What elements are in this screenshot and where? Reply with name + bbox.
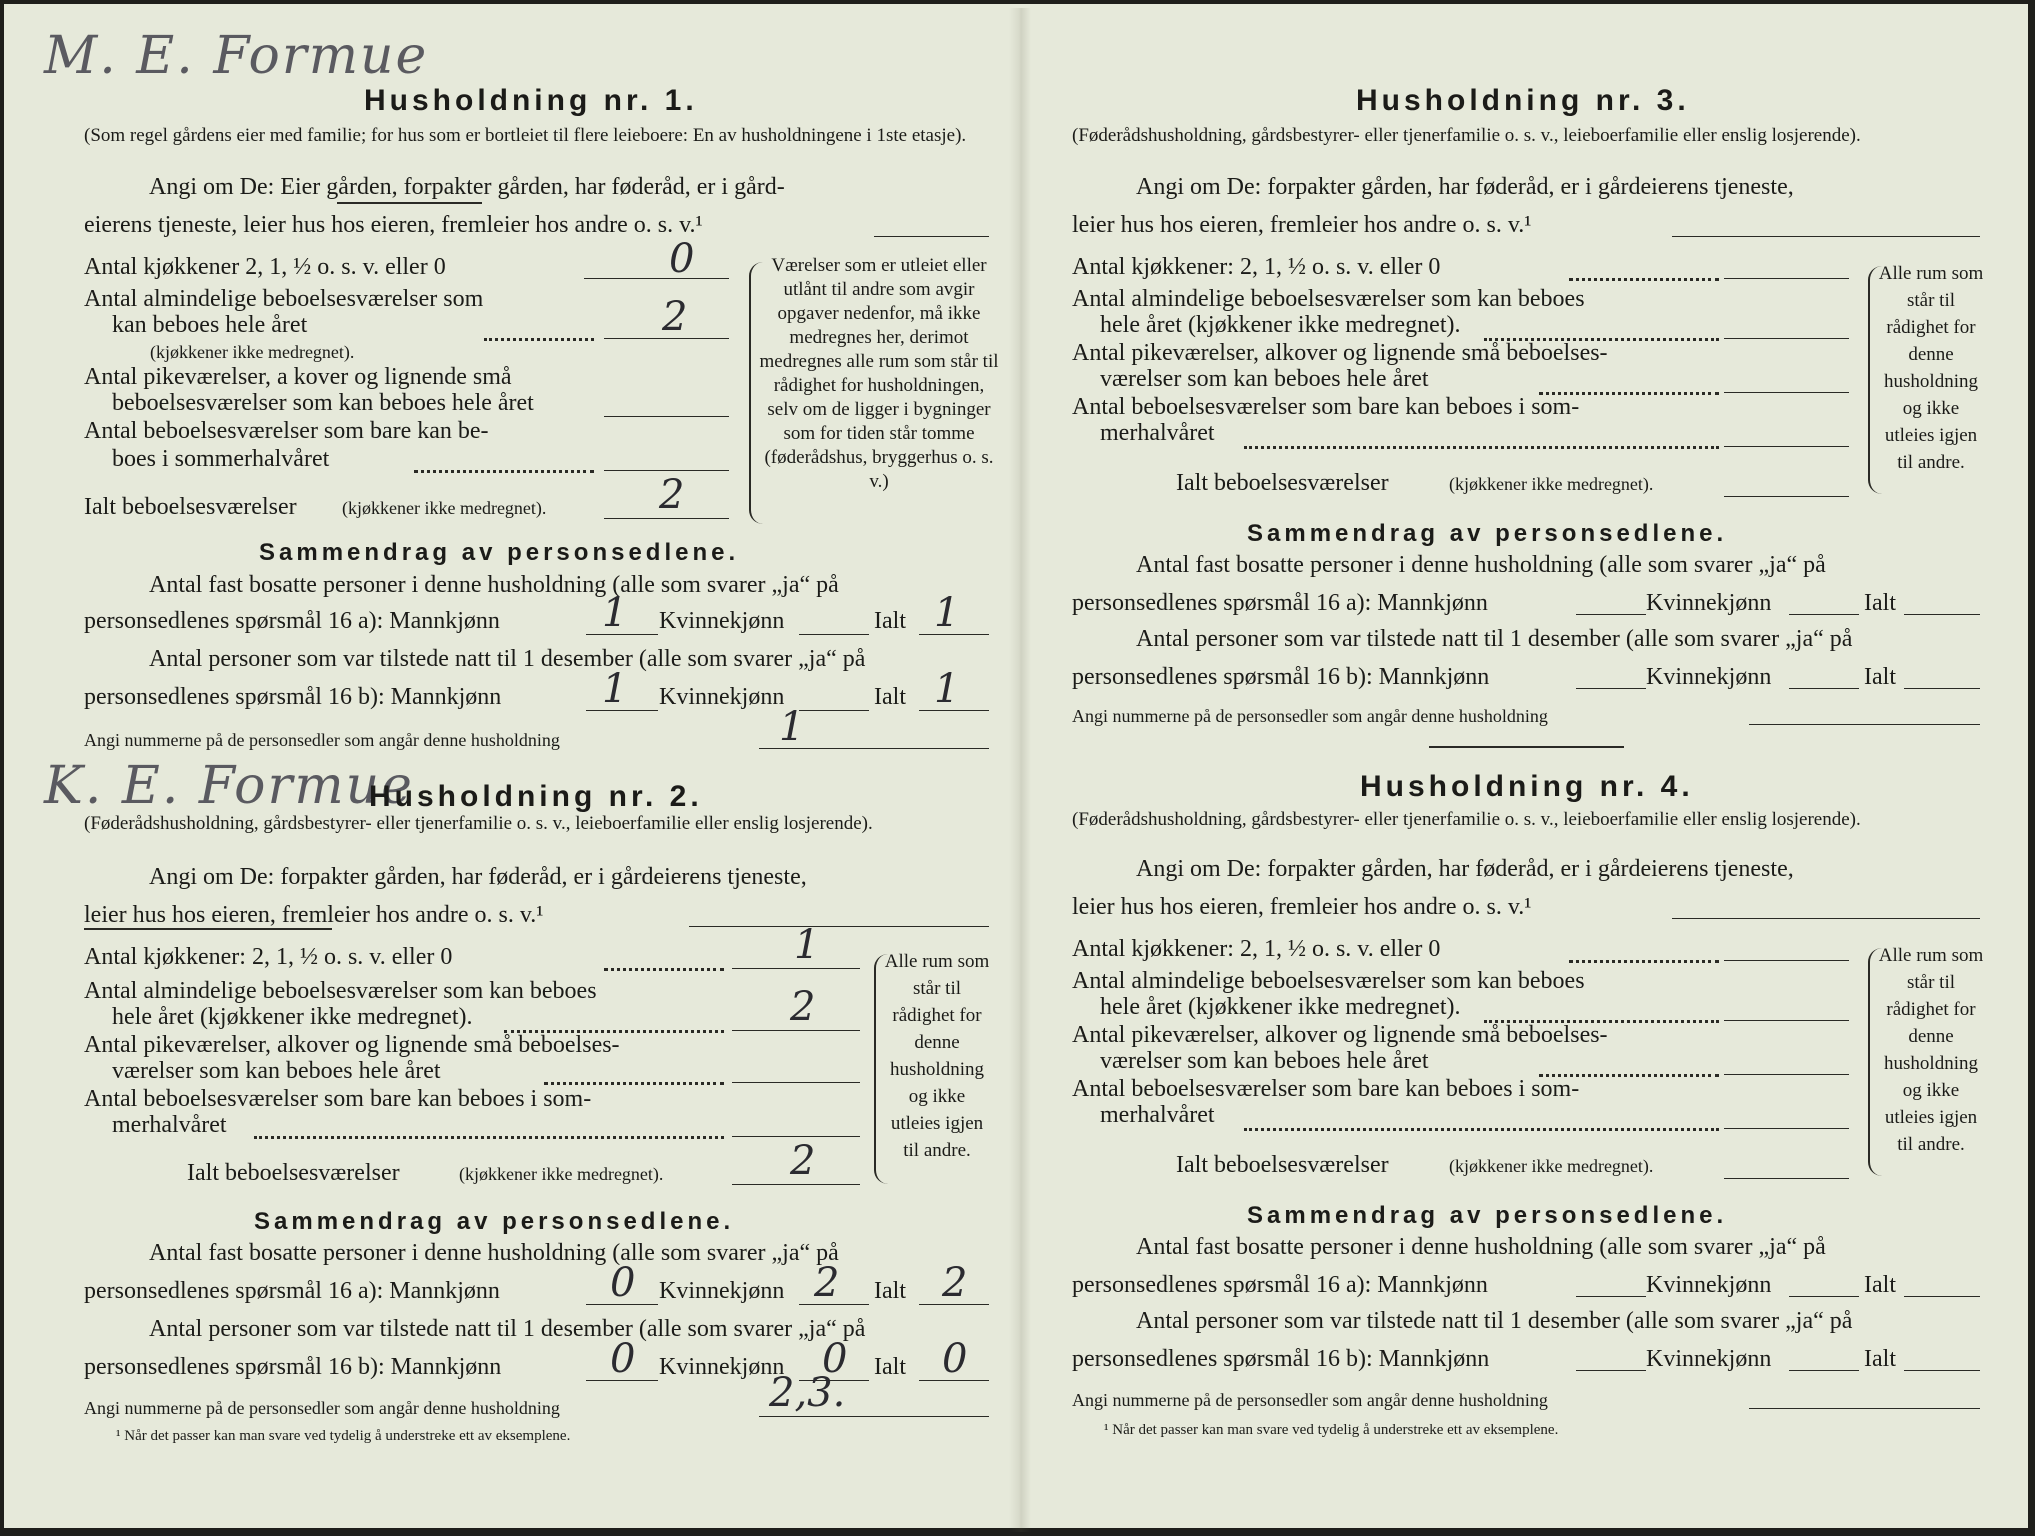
- household-4-perm-female: Kvinnekjønn: [1646, 1272, 1772, 1298]
- household-4-question-line2: leier hus hos eieren, fremleier hos andre o. s. v.¹: [1072, 894, 1532, 920]
- maid-answer-line-3: [1724, 392, 1849, 393]
- maid-answer-line-2: [732, 1082, 860, 1083]
- kitchens-answer-line-3: [1724, 278, 1849, 279]
- maid-answer-line-4: [1724, 1074, 1849, 1075]
- household-1-title: Husholdning nr. 1.: [364, 84, 698, 117]
- household-2-present-total: Ialt: [874, 1354, 906, 1380]
- household-4-present-line2: personsedlenes spørsmål 16 b): Mannkjønn: [1072, 1346, 1490, 1372]
- household-2-perm-female: Kvinnekjønn: [659, 1278, 785, 1304]
- household-3-summer-label-a: Antal beboelsesværelser som bare kan beboes i som-: [1072, 394, 1580, 420]
- hand-pres-m-1: 1: [602, 666, 628, 712]
- question-blank-1: [874, 236, 989, 237]
- hand-pres-f-2: 0: [822, 1336, 848, 1382]
- household-1-maid-label-b: beboelsesværelser som kan beboes hele året: [112, 390, 534, 416]
- household-2-rooms-label-a: Antal almindelige beboelsesværelser som kan beboes: [84, 978, 597, 1004]
- pres-f-line-1: [799, 710, 869, 711]
- household-1-maid-label-a: Antal pikeværelser, a kover og lignende små: [84, 364, 512, 390]
- household-4-present-female: Kvinnekjønn: [1646, 1346, 1772, 1372]
- household-1-kitchens-label: Antal kjøkkener 2, 1, ½ o. s. v. eller 0: [84, 254, 446, 280]
- household-2-summer-label-a: Antal beboelsesværelser som bare kan beboes i som-: [84, 1086, 592, 1112]
- household-3-total-note: (kjøkkener ikke medregnet).: [1449, 474, 1654, 494]
- hand-rooms-1: 2: [662, 294, 688, 340]
- hand-pres-m-2: 0: [610, 1336, 636, 1382]
- hand-total-2: 2: [790, 1138, 816, 1184]
- household-1-numbers-label: Angi nummerne på de personsedler som angår denne husholdning: [84, 730, 560, 750]
- household-3-question-line1: Angi om De: forpakter gården, har føderåd, er i gårdeierens tjeneste,: [1136, 174, 1794, 200]
- footnote-left: ¹ Når det passer kan man svare ved tydelig å understreke ett av eksemplene.: [116, 1428, 571, 1444]
- household-3-note: (Føderådshusholdning, gårdsbestyrer- eller tjenerfamilie o. s. v., leieboerfamilie eller enslig losjerende).: [1072, 125, 1861, 146]
- household-2-maid-label-a: Antal pikeværelser, alkover og lignende små beboelses-: [84, 1032, 620, 1058]
- household-3-question-line2: leier hus hos eieren, fremleier hos andre o. s. v.¹: [1072, 212, 1532, 238]
- numbers-line-2: [759, 1416, 989, 1417]
- household-3-present-total: Ialt: [1864, 664, 1896, 690]
- household-2-present-line1: Antal personer som var tilstede natt til 1 desember (alle som svarer „ja“ på: [149, 1316, 866, 1342]
- household-4-rooms-label-a: Antal almindelige beboelsesværelser som kan beboes: [1072, 968, 1585, 994]
- perm-f-line-4: [1789, 1296, 1859, 1297]
- hand-pres-t-1: 1: [934, 666, 960, 712]
- household-2-numbers-label: Angi nummerne på de personsedler som angår denne husholdning: [84, 1398, 560, 1418]
- household-1-total-note: (kjøkkener ikke medregnet).: [342, 498, 547, 518]
- household-3-perm-total: Ialt: [1864, 590, 1896, 616]
- household-1-perm-line1: Antal fast bosatte personer i denne husholdning (alle som svarer „ja“ på: [149, 572, 839, 598]
- sidenote-household-2: Alle rum som står til rådighet for denne husholdning og ikke utleies igjen til andre.: [884, 951, 990, 1161]
- household-3-present-line1: Antal personer som var tilstede natt til 1 desember (alle som svarer „ja“ på: [1136, 626, 1853, 652]
- household-1-perm-line2: personsedlenes spørsmål 16 a): Mannkjønn: [84, 608, 500, 634]
- hand-numbers-1: 1: [779, 704, 805, 750]
- total-answer-line-2: [732, 1184, 860, 1185]
- perm-f-line-3: [1789, 614, 1859, 615]
- rooms-dots-1: [484, 338, 594, 341]
- household-1-total-label: Ialt beboelsesværelser: [84, 494, 297, 520]
- perm-t-line-4: [1904, 1296, 1980, 1297]
- kitchens-answer-line-1: [584, 278, 729, 279]
- rooms-answer-line-4: [1724, 1020, 1849, 1021]
- household-2-question-line1: Angi om De: forpakter gården, har føderåd, er i gårdeierens tjeneste,: [149, 864, 807, 890]
- household-4-maid-label-b: værelser som kan beboes hele året: [1100, 1048, 1429, 1074]
- household-4-total-label: Ialt beboelsesværelser: [1176, 1152, 1389, 1178]
- hand-rooms-2: 2: [790, 984, 816, 1030]
- household-1-rooms-label-c: (kjøkkener ikke medregnet).: [150, 342, 355, 362]
- household-3-present-female: Kvinnekjønn: [1646, 664, 1772, 690]
- household-2-title: Husholdning nr. 2.: [369, 780, 703, 813]
- household-2-present-female: Kvinnekjønn: [659, 1354, 785, 1380]
- summer-answer-line-1: [604, 470, 729, 471]
- household-2-total-note: (kjøkkener ikke medregnet).: [459, 1164, 664, 1184]
- hand-perm-t-1: 1: [934, 590, 960, 636]
- household-1-present-total: Ialt: [874, 684, 906, 710]
- household-3-numbers-label: Angi nummerne på de personsedler som angår denne husholdning: [1072, 706, 1548, 726]
- hand-perm-m-1: 1: [602, 590, 628, 636]
- footnote-right: ¹ Når det passer kan man svare ved tydelig å understreke ett av eksemplene.: [1104, 1422, 1559, 1438]
- household-4-perm-line1: Antal fast bosatte personer i denne husholdning (alle som svarer „ja“ på: [1136, 1234, 1826, 1260]
- pres-t-line-4: [1904, 1370, 1980, 1371]
- summer-dots-4: [1244, 1128, 1719, 1131]
- kitchens-answer-line-2: [732, 968, 860, 969]
- pres-m-line-4: [1576, 1370, 1646, 1371]
- household-4-summary-title: Sammendrag av personsedlene.: [1247, 1202, 1728, 1229]
- question-blank-4: [1672, 918, 1980, 919]
- hand-total-1: 2: [659, 472, 685, 518]
- household-4-note: (Føderådshusholdning, gårdsbestyrer- eller tjenerfamilie o. s. v., leieboerfamilie eller enslig losjerende).: [1072, 809, 1861, 830]
- answer-underline-leier-hus: [84, 928, 332, 930]
- kitchens-dots-2: [604, 968, 724, 971]
- household-1-rooms-label-b: kan beboes hele året: [112, 312, 308, 338]
- household-4-summer-label-a: Antal beboelsesværelser som bare kan beboes i som-: [1072, 1076, 1580, 1102]
- summer-answer-line-4: [1724, 1128, 1849, 1129]
- household-1-summer-label-b: boes i sommerhalvåret: [112, 446, 330, 472]
- kitchens-dots-3: [1569, 278, 1719, 281]
- perm-m-line-4: [1576, 1296, 1646, 1297]
- household-4-title: Husholdning nr. 4.: [1360, 770, 1694, 803]
- household-3-maid-label-a: Antal pikeværelser, alkover og lignende små beboelses-: [1072, 340, 1608, 366]
- census-form-sheet: [4, 4, 2028, 1528]
- household-1-perm-female: Kvinnekjønn: [659, 608, 785, 634]
- household-2-present-line2: personsedlenes spørsmål 16 b): Mannkjønn: [84, 1354, 502, 1380]
- hand-perm-t-2: 2: [942, 1260, 968, 1306]
- sidenote-left: Værelser som er utleiet eller utlånt til andre som avgir opgaver nedenfor, må ikke medregnes her, derimot medregnes alle rum som står til rådighet for husholdningen, selv om de ligger i bygninger som for tiden står tomme (føderådshus, bryggerhus o. s. v.): [759, 255, 999, 492]
- perm-f-line-1: [799, 634, 869, 635]
- summer-dots-2: [254, 1136, 724, 1139]
- pres-m-line-3: [1576, 688, 1646, 689]
- household-1-note: (Som regel gårdens eier med familie; for hus som er bortleiet til flere leieboere: En av husholdningene i 1ste etasje).: [84, 125, 967, 146]
- household-3-perm-female: Kvinnekjønn: [1646, 590, 1772, 616]
- household-1-rooms-label-a: Antal almindelige beboelsesværelser som: [84, 286, 484, 312]
- household-1-present-line2: personsedlenes spørsmål 16 b): Mannkjønn: [84, 684, 502, 710]
- household-1-question-line2: eierens tjeneste, leier hus hos eieren, fremleier hos andre o. s. v.¹: [84, 212, 703, 238]
- household-3-title: Husholdning nr. 3.: [1356, 84, 1690, 117]
- perm-t-line-3: [1904, 614, 1980, 615]
- hand-pres-t-2: 0: [942, 1336, 968, 1382]
- household-1-question-line1: Angi om De: Eier gården, forpakter gården, har føderåd, er i gård-: [149, 174, 785, 200]
- question-blank-2: [689, 926, 989, 927]
- summer-dots-1: [414, 470, 594, 473]
- household-1-perm-total: Ialt: [874, 608, 906, 634]
- section-divider: [1429, 746, 1624, 748]
- household-4-numbers-label: Angi nummerne på de personsedler som angår denne husholdning: [1072, 1390, 1548, 1410]
- summer-dots-3: [1244, 446, 1719, 449]
- maid-dots-2: [544, 1082, 724, 1085]
- household-4-present-total: Ialt: [1864, 1346, 1896, 1372]
- kitchens-dots-4: [1569, 960, 1719, 963]
- household-4-rooms-label-b: hele året (kjøkkener ikke medregnet).: [1100, 994, 1461, 1020]
- household-1-summary-title: Sammendrag av personsedlene.: [259, 539, 740, 566]
- household-3-rooms-label-b: hele året (kjøkkener ikke medregnet).: [1100, 312, 1461, 338]
- household-4-perm-total: Ialt: [1864, 1272, 1896, 1298]
- household-1-present-line1: Antal personer som var tilstede natt til 1 desember (alle som svarer „ja“ på: [149, 646, 866, 672]
- household-2-perm-line1: Antal fast bosatte personer i denne husholdning (alle som svarer „ja“ på: [149, 1240, 839, 1266]
- household-4-maid-label-a: Antal pikeværelser, alkover og lignende små beboelses-: [1072, 1022, 1608, 1048]
- household-4-perm-line2: personsedlenes spørsmål 16 a): Mannkjønn: [1072, 1272, 1488, 1298]
- household-3-perm-line2: personsedlenes spørsmål 16 a): Mannkjønn: [1072, 590, 1488, 616]
- household-4-question-line1: Angi om De: forpakter gården, har føderåd, er i gårdeierens tjeneste,: [1136, 856, 1794, 882]
- answer-underline-eier-garden: [337, 202, 482, 204]
- household-4-kitchens-label: Antal kjøkkener: 2, 1, ½ o. s. v. eller 0: [1072, 936, 1441, 962]
- pres-f-line-4: [1789, 1370, 1859, 1371]
- household-4-total-note: (kjøkkener ikke medregnet).: [1449, 1156, 1654, 1176]
- summer-answer-line-3: [1724, 446, 1849, 447]
- hand-numbers-2: 2,3.: [769, 1370, 846, 1416]
- rooms-answer-line-2: [732, 1030, 860, 1031]
- household-2-kitchens-label: Antal kjøkkener: 2, 1, ½ o. s. v. eller 0: [84, 944, 453, 970]
- household-2-perm-total: Ialt: [874, 1278, 906, 1304]
- household-3-perm-line1: Antal fast bosatte personer i denne husholdning (alle som svarer „ja“ på: [1136, 552, 1826, 578]
- total-answer-line-3: [1724, 496, 1849, 497]
- household-2-maid-label-b: værelser som kan beboes hele året: [112, 1058, 441, 1084]
- household-2-question-line2: leier hus hos eieren, fremleier hos andre o. s. v.¹: [84, 902, 544, 928]
- household-4-present-line1: Antal personer som var tilstede natt til 1 desember (alle som svarer „ja“ på: [1136, 1308, 1853, 1334]
- kitchens-answer-line-4: [1724, 960, 1849, 961]
- household-4-summer-label-b: merhalvåret: [1100, 1102, 1215, 1128]
- household-3-summer-label-b: merhalvåret: [1100, 420, 1215, 446]
- household-3-rooms-label-a: Antal almindelige beboelsesværelser som kan beboes: [1072, 286, 1585, 312]
- household-2-rooms-label-b: hele året (kjøkkener ikke medregnet).: [112, 1004, 473, 1030]
- maid-answer-line-1: [604, 416, 729, 417]
- handwritten-name-household-1: M. E. Formue: [44, 26, 429, 86]
- numbers-line-4: [1749, 1408, 1980, 1409]
- summer-answer-line-2: [732, 1136, 860, 1137]
- household-2-note: (Føderådshusholdning, gårdsbestyrer- eller tjenerfamilie o. s. v., leieboerfamilie eller enslig losjerende).: [84, 813, 873, 834]
- hand-kitchens-1: 0: [669, 236, 695, 282]
- hand-perm-f-2: 2: [814, 1260, 840, 1306]
- household-2-summer-label-b: merhalvåret: [112, 1112, 227, 1138]
- perm-m-line-3: [1576, 614, 1646, 615]
- handwritten-name-household-2: K. E. Formue: [44, 756, 414, 816]
- total-answer-line-1: [604, 518, 729, 519]
- pres-f-line-3: [1789, 688, 1859, 689]
- household-3-kitchens-label: Antal kjøkkener: 2, 1, ½ o. s. v. eller 0: [1072, 254, 1441, 280]
- household-3-present-line2: personsedlenes spørsmål 16 b): Mannkjønn: [1072, 664, 1490, 690]
- sidenote-household-3: Alle rum som står til rådighet for denne husholdning og ikke utleies igjen til andre.: [1878, 263, 1984, 473]
- numbers-line-3: [1749, 724, 1980, 725]
- pres-t-line-3: [1904, 688, 1980, 689]
- page-fold: [1009, 8, 1031, 1532]
- sidenote-household-4: Alle rum som står til rådighet for denne husholdning og ikke utleies igjen til andre.: [1878, 945, 1984, 1155]
- total-answer-line-4: [1724, 1178, 1849, 1179]
- hand-kitchens-2: 1: [794, 922, 820, 968]
- question-blank-3: [1672, 236, 1980, 237]
- household-1-present-female: Kvinnekjønn: [659, 684, 785, 710]
- household-2-total-label: Ialt beboelsesværelser: [187, 1160, 400, 1186]
- hand-perm-m-2: 0: [610, 1260, 636, 1306]
- household-3-summary-title: Sammendrag av personsedlene.: [1247, 520, 1728, 547]
- household-1-summer-label-a: Antal beboelsesværelser som bare kan be-: [84, 418, 489, 444]
- household-3-maid-label-b: værelser som kan beboes hele året: [1100, 366, 1429, 392]
- household-3-total-label: Ialt beboelsesværelser: [1176, 470, 1389, 496]
- household-2-summary-title: Sammendrag av personsedlene.: [254, 1208, 735, 1235]
- household-2-perm-line2: personsedlenes spørsmål 16 a): Mannkjønn: [84, 1278, 500, 1304]
- rooms-answer-line-3: [1724, 338, 1849, 339]
